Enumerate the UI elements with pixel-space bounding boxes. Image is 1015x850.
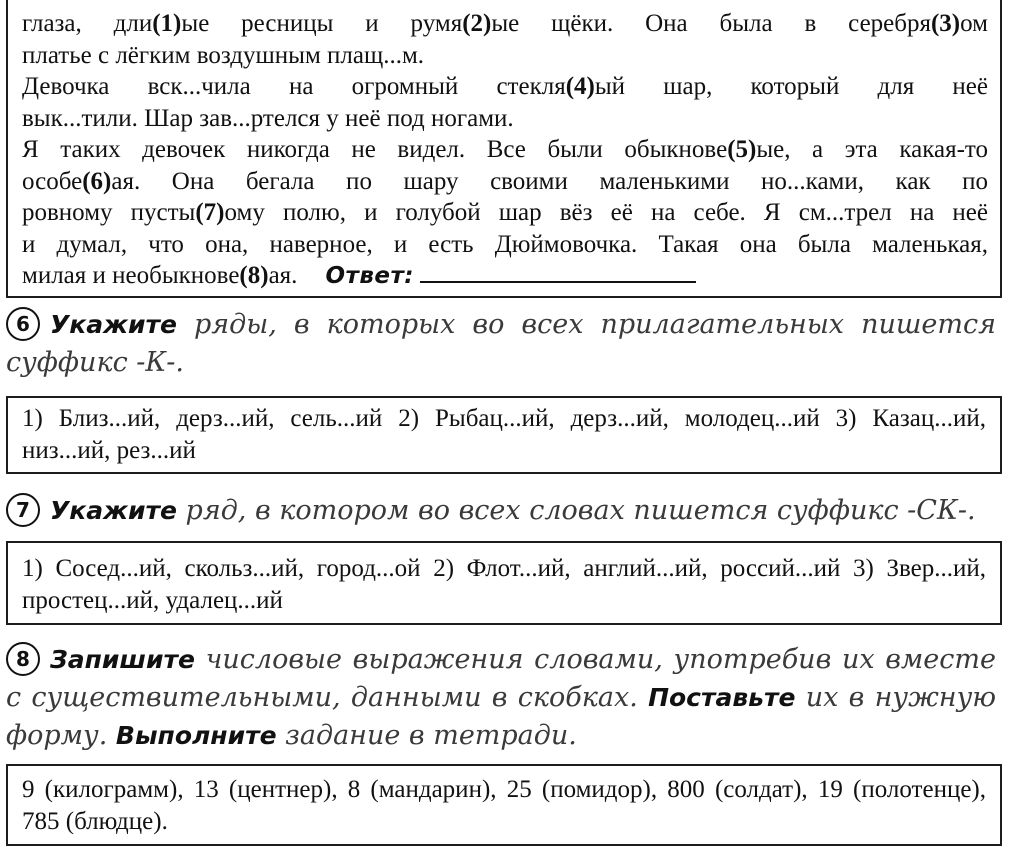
passage-fragment: ая. Она бегала по шару своими маленькими но...ками, как по — [111, 167, 988, 195]
passage-fragment: ые щёки. Она была в серебря — [491, 10, 931, 37]
passage-fragment: ый шар, который для неё — [594, 73, 988, 100]
task8-number: 8 — [6, 642, 40, 676]
answer-line[interactable] — [420, 261, 696, 283]
task8-text-3: задание в тетради. — [276, 720, 577, 751]
passage-line — [22, 103, 988, 135]
passage-fragment: милая и необыкнове — [22, 262, 240, 289]
task6-options: 1) Близ...ий, дерз...ий, сель...ий 2) Рыбац...ий, дерз...ий, молодец...ий 3) Казац...ий, низ...ий, рез...ий — [22, 405, 986, 464]
passage-fragment: глаза, дли — [22, 10, 153, 37]
passage-line — [22, 40, 988, 72]
passage-fragment: Я таких девочек никогда не видел. Все были обыкнове — [22, 136, 728, 163]
passage-line — [22, 71, 988, 103]
passage-fragment: ом — [960, 10, 988, 37]
passage-fragment: особе — [22, 167, 83, 195]
task8-prompt — [6, 641, 996, 755]
passage-fragment: Девочка вск...чила на огромный стекля — [22, 73, 566, 100]
passage-fragment: вык...тили. Шар зав...ртелся у неё под ногами. — [22, 104, 514, 132]
task8-command-do: Выполните — [115, 721, 277, 750]
gap-marker: (2) — [462, 10, 492, 37]
task6-options-box — [6, 396, 1002, 474]
gap-marker: (1) — [152, 10, 182, 37]
passage-fragment: ые, а эта какая-то — [756, 136, 988, 163]
task7-number: 7 — [6, 493, 40, 527]
passage-fragment: ровному пусты — [22, 199, 196, 226]
task7-prompt — [6, 492, 996, 530]
task8-text-2: их в нужную форму. — [6, 682, 996, 751]
task6-text: ряды, в которых во всех прилагательных пишется суффикс -К-. — [6, 309, 996, 378]
passage-line — [22, 229, 988, 261]
passage-fragment: и думал, что она, наверное, и есть Дюймовочка. Такая она была маленькая, — [22, 230, 988, 258]
answer-label: Ответ: — [325, 263, 415, 289]
passage-line — [22, 260, 988, 293]
task7-options-box — [6, 541, 1002, 625]
passage-line — [22, 166, 988, 198]
task8-text-1: числовые выражения словами, употребив их вместе с существительными, данными в скобках. — [6, 644, 996, 713]
passage-fragment: платье с лёгким воздушным плащ...м. — [22, 41, 425, 69]
gap-marker: (5) — [727, 136, 757, 163]
task6-prompt — [6, 306, 996, 382]
task7-options: 1) Сосед...ий, скольз...ий, город...ой 2) Флот...ий, англий...ий, россий...ий 3) Звер...ий, простец...ий, удалец...ий — [22, 555, 986, 614]
gap-marker: (3) — [930, 10, 961, 37]
task8-options: 9 (килограмм), 13 (центнер), 8 (мандарин), 25 (помидор), 800 (солдат), 19 (полотенце), 785 (блюдце). — [22, 776, 986, 835]
gap-marker: (4) — [565, 73, 595, 100]
task6-number: 6 — [6, 307, 40, 341]
passage-text — [22, 8, 988, 293]
task6-command: Укажите — [50, 310, 177, 339]
passage-box — [6, 0, 1002, 298]
gap-marker: (6) — [82, 167, 112, 195]
passage-line — [22, 134, 988, 166]
gap-marker: (7) — [195, 199, 225, 226]
passage-line — [22, 197, 988, 229]
passage-fragment: ая. — [268, 262, 298, 289]
task8-options-box — [6, 764, 1002, 846]
task7-command: Укажите — [50, 496, 177, 525]
gap-marker: (8) — [239, 262, 269, 289]
passage-fragment: ому полю, и голубой шар вёз её на себе. Я см...трел на неё — [224, 199, 988, 226]
task8-command-put: Поставьте — [648, 683, 796, 712]
task7-text: ряд, в котором во всех словах пишется суффикс -СК-. — [176, 495, 976, 526]
passage-line — [22, 8, 988, 40]
passage-fragment: ые ресницы и румя — [181, 10, 463, 37]
task8-command-write: Запишите — [50, 645, 195, 674]
